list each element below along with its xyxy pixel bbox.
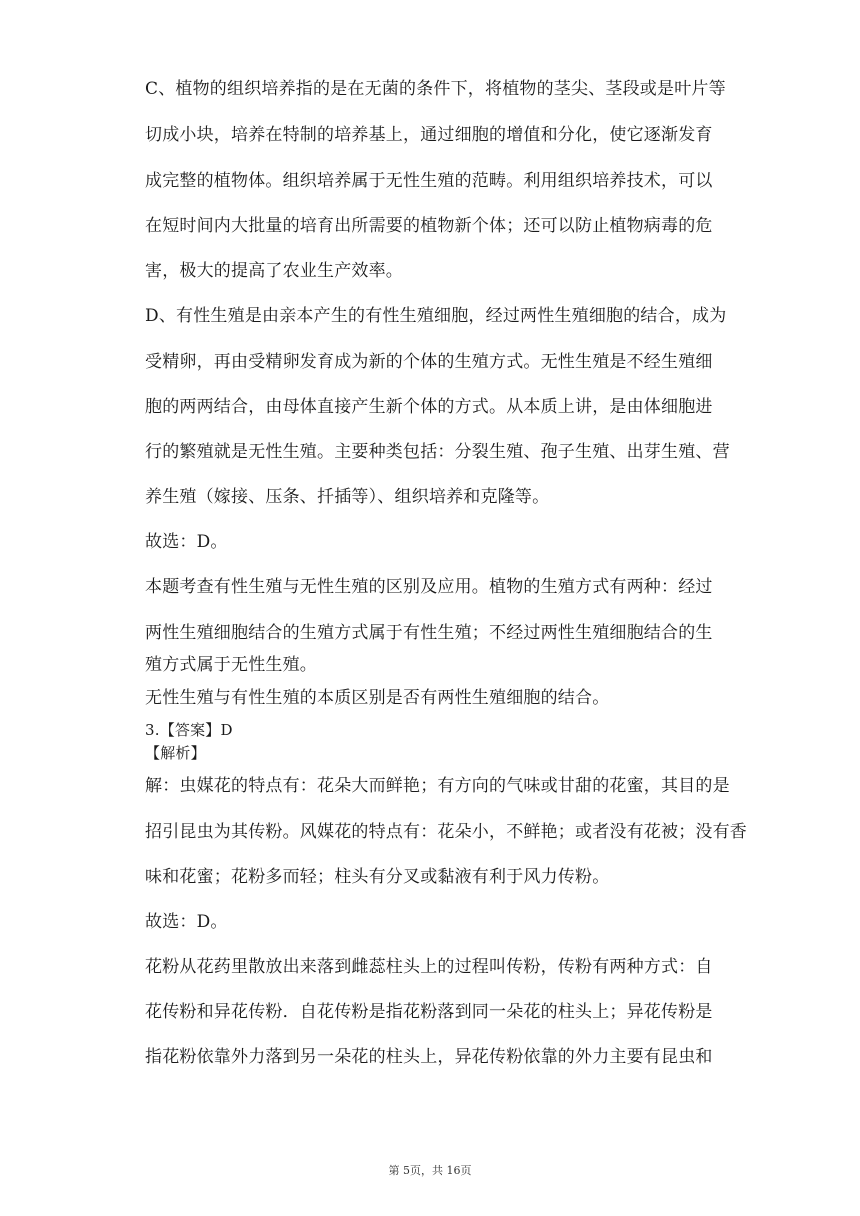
text-line: 成完整的植物体。组织培养属于无性生殖的范畴。利用组织培养技术，可以 [145,171,713,191]
text-line: 指花粉依靠外力落到另一朵花的柱头上，异花传粉依靠的外力主要有昆虫和 [145,1047,713,1067]
answer-heading: 3.【答案】D [145,721,233,739]
text-line: 在短时间内大批量的培育出所需要的植物新个体；还可以防止植物病毒的危 [145,216,713,236]
text-line: 花粉从花药里散放出来落到雌蕊柱头上的过程叫传粉，传粉有两种方式：自 [145,957,713,977]
text-line: 花传粉和异花传粉．自花传粉是指花粉落到同一朵花的柱头上；异花传粉是 [145,1002,713,1022]
text-line: 两性生殖细胞结合的生殖方式属于有性生殖；不经过两性生殖细胞结合的生 [145,623,713,643]
text-line: 胞的两两结合，由母体直接产生新个体的方式。从本质上讲，是由体细胞进 [145,397,713,417]
text-line: 招引昆虫为其传粉。风媒花的特点有：花朵小，不鲜艳；或者没有花被；没有香 [145,822,747,842]
text-line: 害，极大的提高了农业生产效率。 [145,261,403,281]
text-line: 味和花蜜；花粉多而轻；柱头有分叉或黏液有利于风力传粉。 [145,867,610,887]
text-line: C、植物的组织培养指的是在无菌的条件下，将植物的茎尖、茎段或是叶片等 [145,79,726,99]
text-line: 解：虫媒花的特点有：花朵大而鲜艳；有方向的气味或甘甜的花蜜，其目的是 [145,776,730,796]
text-line: 受精卵，再由受精卵发育成为新的个体的生殖方式。无性生殖是不经生殖细 [145,352,713,372]
text-line: 本题考查有性生殖与无性生殖的区别及应用。植物的生殖方式有两种：经过 [145,577,713,597]
text-line: 无性生殖与有性生殖的本质区别是否有两性生殖细胞的结合。 [145,688,610,708]
answer-choice: 故选：D。 [145,532,228,552]
analysis-heading: 【解析】 [145,744,206,762]
answer-choice: 故选：D。 [145,912,228,932]
text-line: D、有性生殖是由亲本产生的有性生殖细胞，经过两性生殖细胞的结合，成为 [145,306,727,326]
text-line: 殖方式属于无性生殖。 [145,655,317,675]
text-line: 切成小块，培养在特制的培养基上，通过细胞的增值和分化，使它逐渐发育 [145,125,713,145]
page-number: 第 5页，共 16页 [388,1164,472,1177]
text-line: 行的繁殖就是无性生殖。主要种类包括：分裂生殖、孢子生殖、出芽生殖、营 [145,442,730,462]
text-line: 养生殖（嫁接、压条、扦插等）、组织培养和克隆等。 [145,487,550,507]
